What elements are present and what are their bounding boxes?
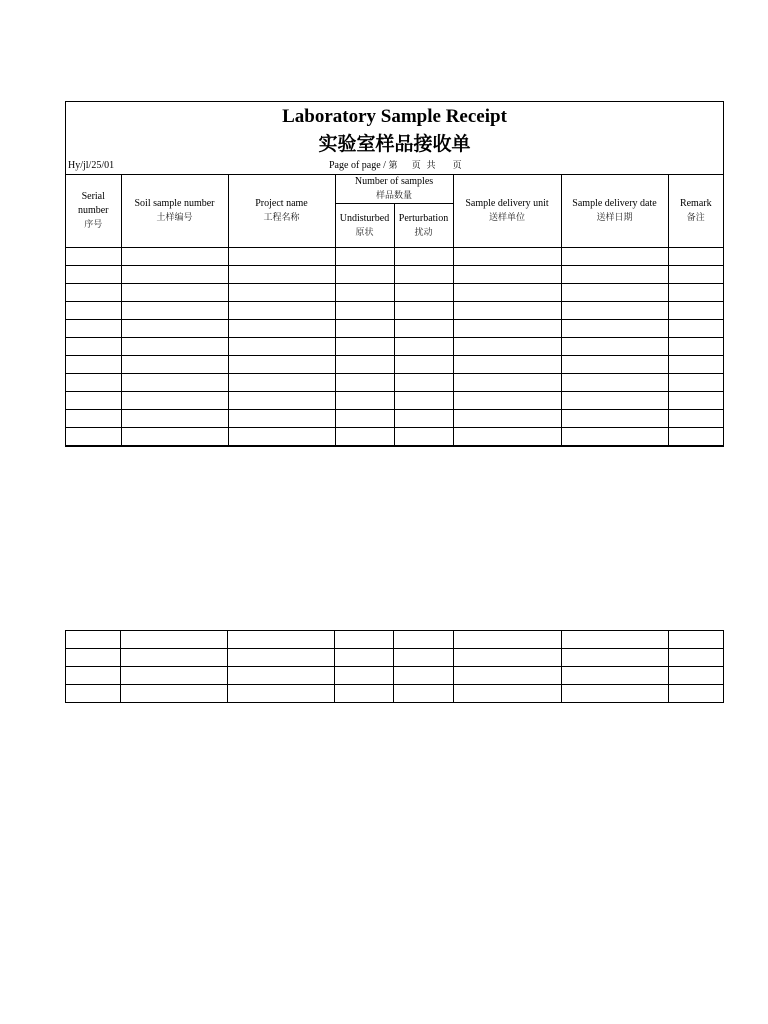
table-cell (394, 649, 453, 667)
table-cell (453, 392, 561, 410)
table-row (66, 392, 723, 410)
table-cell (228, 248, 335, 266)
table-cell (121, 428, 228, 446)
table-cell (66, 667, 121, 685)
table-cell (561, 428, 668, 446)
table-cell (668, 374, 723, 392)
table-cell (121, 667, 228, 685)
table-cell (394, 284, 453, 302)
table-cell (394, 667, 453, 685)
header-project-name: Project name 工程名称 (228, 175, 335, 248)
table-cell (453, 302, 561, 320)
table-cell (561, 284, 668, 302)
table-cell (453, 338, 561, 356)
table-cell (66, 649, 121, 667)
table-cell (228, 320, 335, 338)
table-cell (335, 248, 394, 266)
table-cell (453, 266, 561, 284)
table-cell (121, 649, 228, 667)
header-number-of-samples: Number of samples 样品数量 (335, 175, 453, 204)
table-cell (668, 685, 723, 703)
table-cell (335, 320, 394, 338)
table-cell (66, 685, 121, 703)
table-cell (668, 338, 723, 356)
title-chinese: 实验室样品接收单 (318, 133, 471, 155)
table-cell (228, 374, 335, 392)
table-cell (453, 248, 561, 266)
table-cell (561, 649, 668, 667)
table-cell (121, 248, 228, 266)
table-cell (394, 266, 453, 284)
table-cell (668, 284, 723, 302)
table-cell (668, 266, 723, 284)
table-cell (228, 631, 335, 649)
table-cell (228, 667, 335, 685)
table-cell (335, 667, 394, 685)
table-cell (561, 356, 668, 374)
table-cell (561, 266, 668, 284)
table-cell (121, 320, 228, 338)
table-cell (561, 320, 668, 338)
table-cell (394, 320, 453, 338)
table-cell (228, 392, 335, 410)
table-cell (335, 392, 394, 410)
table-cell (561, 631, 668, 649)
header-delivery-unit: Sample delivery unit 送样单位 (453, 175, 561, 248)
table-cell (335, 428, 394, 446)
table-cell (66, 266, 121, 284)
table-cell (66, 374, 121, 392)
table-row (66, 284, 723, 302)
table-row (66, 374, 723, 392)
table-cell (228, 338, 335, 356)
table-cell (121, 392, 228, 410)
table-cell (335, 338, 394, 356)
table-cell (121, 685, 228, 703)
page-info-label: Page of page / (329, 160, 386, 171)
table-cell (668, 649, 723, 667)
table-cell (66, 428, 121, 446)
header-serial: Serial number 序号 (66, 175, 121, 248)
table-cell (228, 266, 335, 284)
table-row (66, 338, 723, 356)
table-cell (561, 667, 668, 685)
table-cell (228, 649, 335, 667)
table-cell (121, 356, 228, 374)
table-cell (453, 428, 561, 446)
table-cell (66, 320, 121, 338)
table-cell (335, 631, 394, 649)
table-cell (228, 356, 335, 374)
table-cell (561, 248, 668, 266)
table-row (66, 320, 723, 338)
page-info (329, 159, 462, 173)
table-cell (668, 631, 723, 649)
table-row (66, 631, 724, 649)
table-cell (228, 685, 335, 703)
table-cell (335, 410, 394, 428)
table-cell (668, 356, 723, 374)
table-cell (668, 248, 723, 266)
table-cell (228, 284, 335, 302)
table-cell (453, 374, 561, 392)
table-cell (66, 410, 121, 428)
table-cell (453, 649, 561, 667)
receipt-form (65, 101, 724, 447)
table-cell (561, 338, 668, 356)
header-delivery-date: Sample delivery date 送样日期 (561, 175, 668, 248)
table-cell (121, 284, 228, 302)
table-cell (228, 410, 335, 428)
table-cell (66, 338, 121, 356)
table-cell (66, 631, 121, 649)
table-cell (561, 302, 668, 320)
table-cell (66, 284, 121, 302)
table-cell (561, 374, 668, 392)
table-cell (121, 631, 228, 649)
page-info-cn: 第 页 共 页 (388, 161, 462, 171)
table-cell (335, 302, 394, 320)
table-cell (453, 410, 561, 428)
table-cell (66, 302, 121, 320)
table-cell (561, 410, 668, 428)
table-cell (121, 410, 228, 428)
table-cell (394, 356, 453, 374)
title-english: Laboratory Sample Receipt (282, 106, 507, 127)
table-cell (394, 428, 453, 446)
table-cell (66, 392, 121, 410)
table-cell (394, 392, 453, 410)
table-cell (394, 631, 453, 649)
table-cell (121, 266, 228, 284)
header-undisturbed: Undisturbed 原状 (335, 204, 394, 248)
table-cell (453, 667, 561, 685)
sample-table-continuation (65, 630, 724, 703)
table-row (66, 248, 723, 266)
table-cell (66, 248, 121, 266)
table-cell (335, 284, 394, 302)
form-header (66, 102, 723, 175)
table-cell (394, 248, 453, 266)
header-soil-sample-number: Soil sample number 土样编号 (121, 175, 228, 248)
table-cell (561, 392, 668, 410)
table-cell (453, 284, 561, 302)
document-number: Hy/jl/25/01 (68, 160, 115, 171)
table-cell (394, 338, 453, 356)
table-cell (335, 356, 394, 374)
table-cell (668, 410, 723, 428)
table-cell (394, 374, 453, 392)
table-cell (668, 667, 723, 685)
table-row (66, 428, 723, 446)
table-row (66, 667, 724, 685)
table-cell (453, 320, 561, 338)
table-cell (668, 320, 723, 338)
table-cell (335, 649, 394, 667)
table-cell (394, 410, 453, 428)
table-cell (453, 631, 561, 649)
sample-table (66, 175, 723, 446)
table-row (66, 685, 724, 703)
table-row (66, 302, 723, 320)
table-cell (228, 302, 335, 320)
table-cell (394, 302, 453, 320)
table-row (66, 266, 723, 284)
table-cell (668, 302, 723, 320)
table-cell (453, 356, 561, 374)
table-cell (121, 302, 228, 320)
header-remark: Remark 备注 (668, 175, 723, 248)
table-cell (561, 685, 668, 703)
header-perturbation: Perturbation 扰动 (394, 204, 453, 248)
table-cell (394, 685, 453, 703)
table-row (66, 356, 723, 374)
table-cell (335, 685, 394, 703)
table-row (66, 649, 724, 667)
table-cell (335, 266, 394, 284)
table-cell (668, 428, 723, 446)
table-cell (453, 685, 561, 703)
table-cell (668, 392, 723, 410)
table-cell (121, 338, 228, 356)
table-cell (335, 374, 394, 392)
table-cell (121, 374, 228, 392)
table-cell (66, 356, 121, 374)
table-row (66, 410, 723, 428)
table-cell (228, 428, 335, 446)
